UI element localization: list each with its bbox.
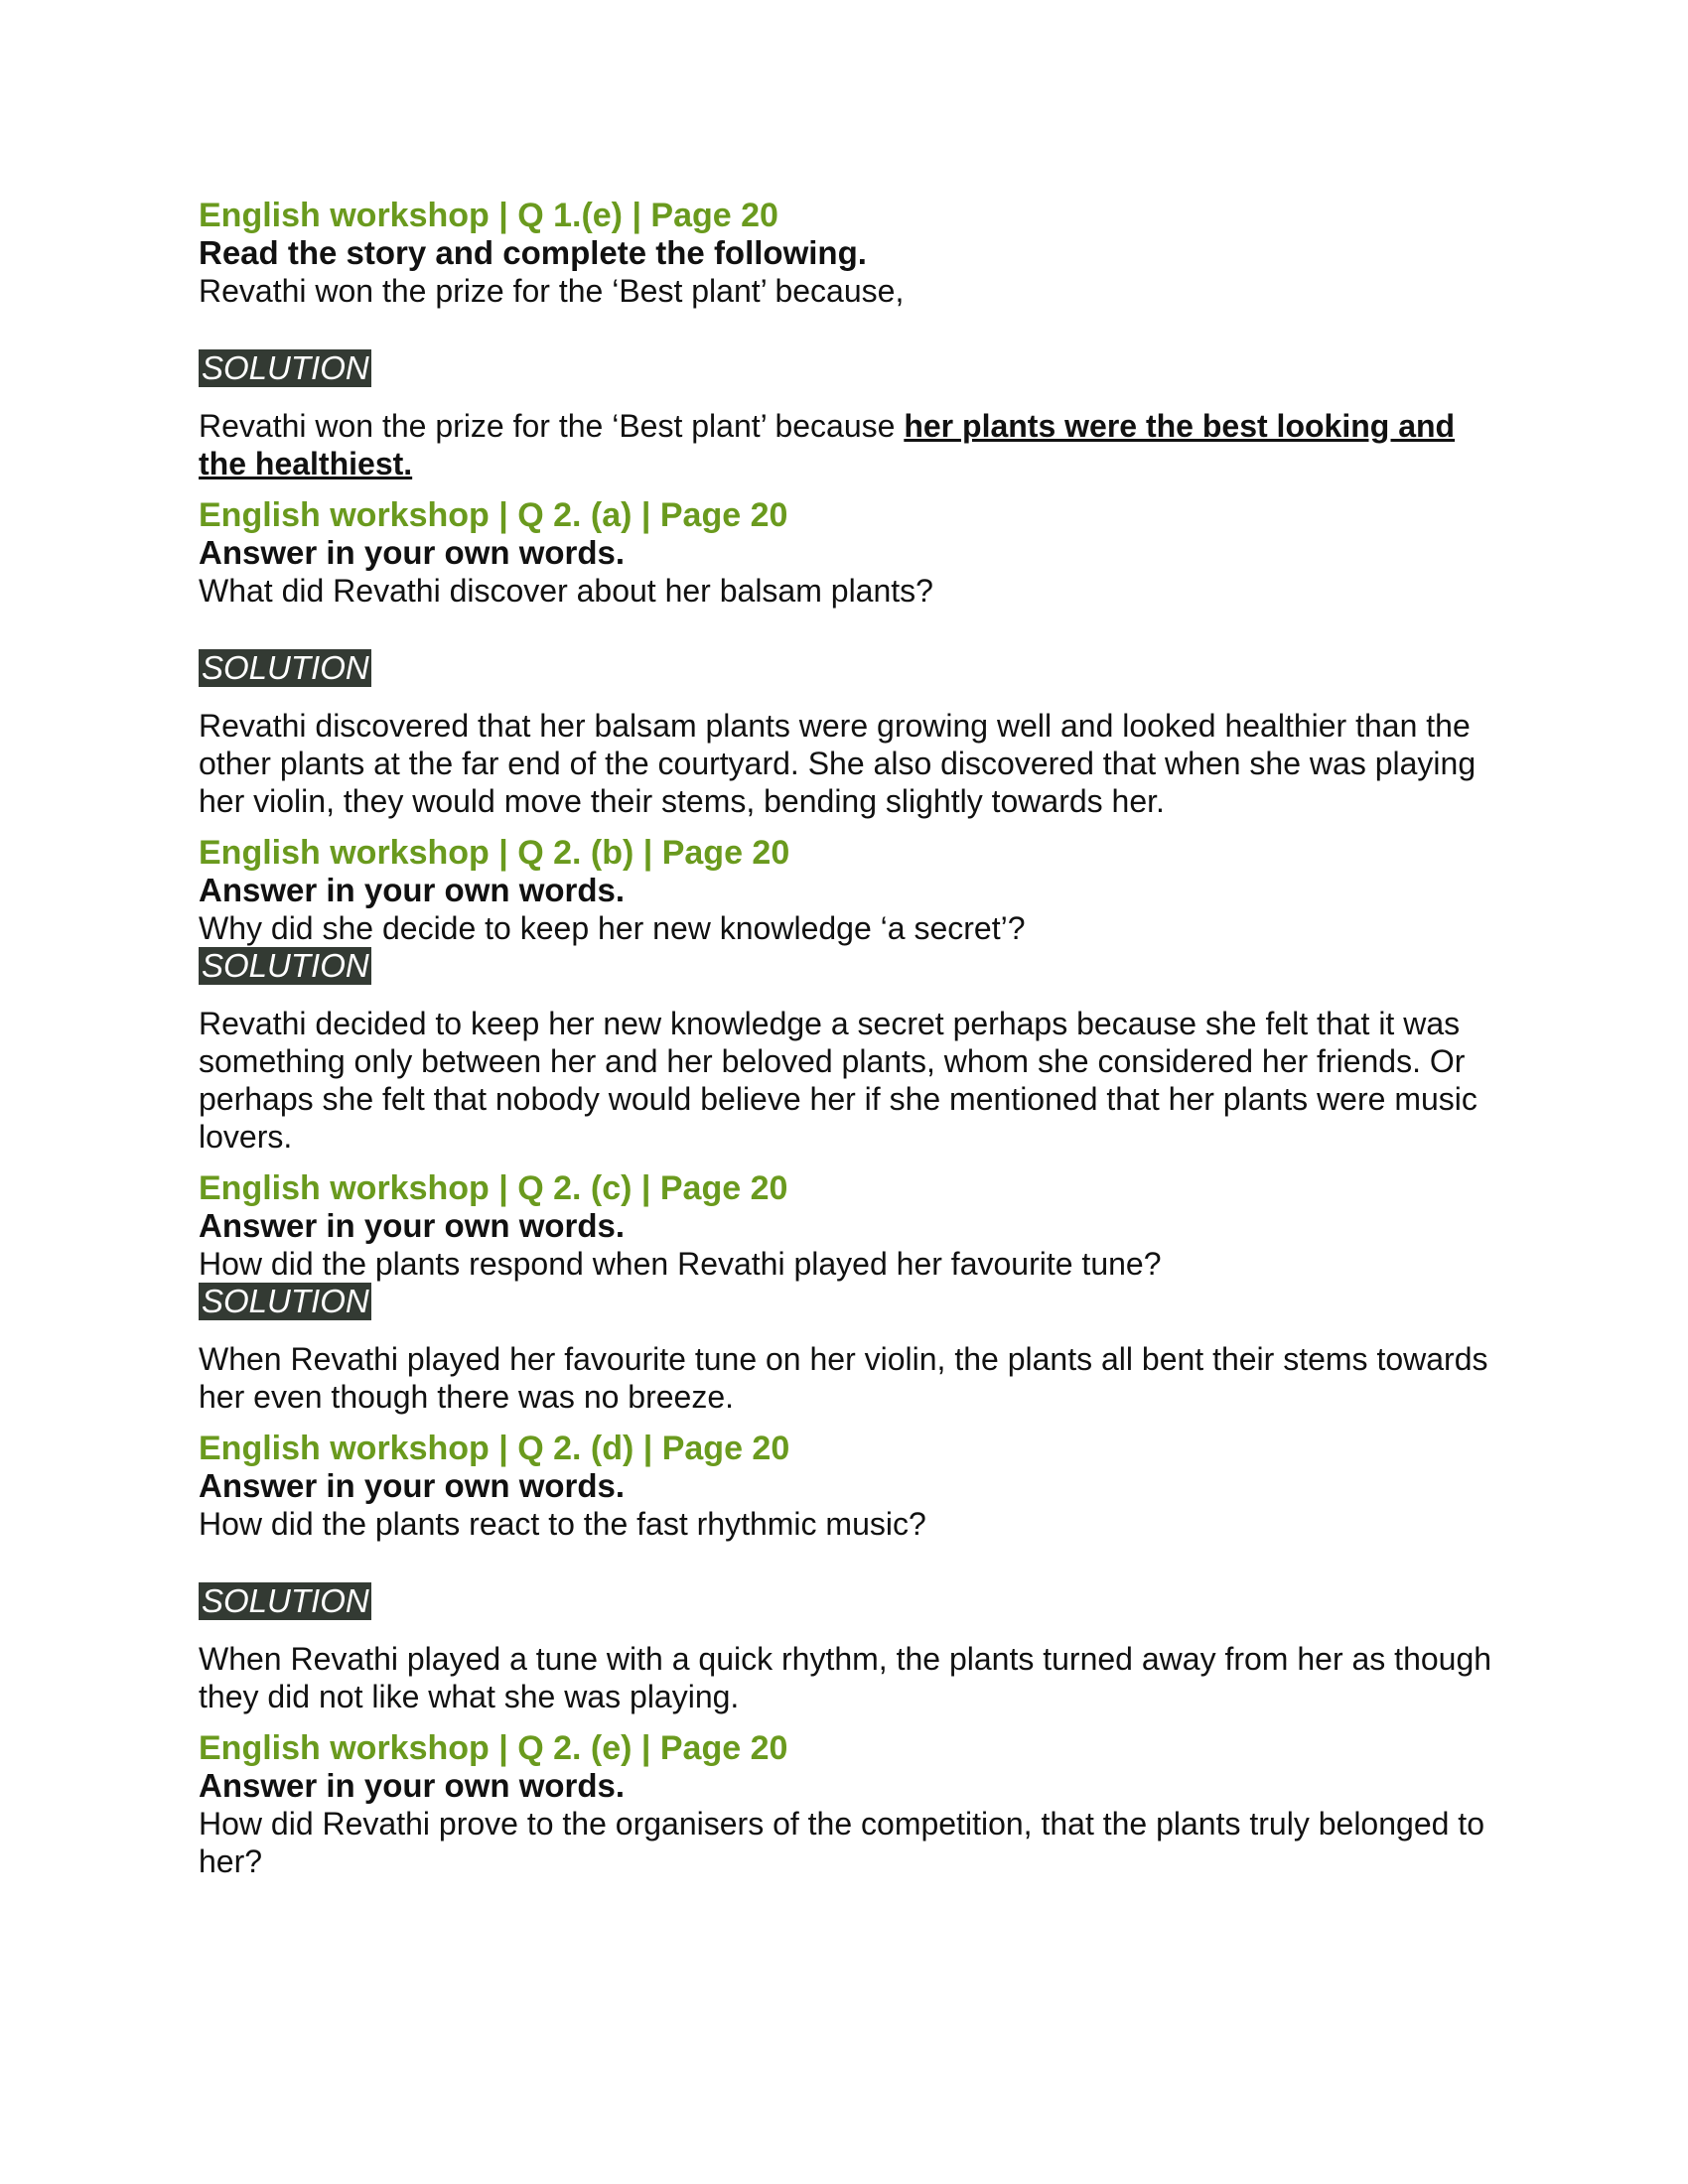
solution-label: SOLUTION — [199, 349, 371, 387]
answer-text: Revathi decided to keep her new knowledge a secret perhaps because she felt that it was something only between her and her beloved plants, whom she considered her friends. Or perhaps she felt that nobody would believe her if she mentioned that her plants were music lovers. — [199, 1006, 1477, 1155]
document-page — [199, 197, 1499, 1880]
answer-plain: Revathi won the prize for the ‘Best plant’ because — [199, 408, 905, 444]
solution-label: SOLUTION — [199, 649, 371, 687]
solution-label: SOLUTION — [199, 1283, 371, 1320]
question-heading: English workshop | Q 2. (c) | Page 20 — [199, 1169, 788, 1207]
answer-text: When Revathi played a tune with a quick rhythm, the plants turned away from her as though they did not like what she was playing. — [199, 1641, 1492, 1714]
question-block-2a — [199, 496, 1499, 820]
question-heading: English workshop | Q 2. (e) | Page 20 — [199, 1729, 788, 1767]
question-heading: English workshop | Q 1.(e) | Page 20 — [199, 197, 778, 234]
solution-label: SOLUTION — [199, 1582, 371, 1620]
question-heading: English workshop | Q 2. (b) | Page 20 — [199, 834, 790, 872]
answer-text: When Revathi played her favourite tune on her violin, the plants all bent their stems towards her even though there was no breeze. — [199, 1341, 1488, 1415]
question-instruction: Read the story and complete the following. — [199, 234, 867, 271]
answer-emphasis: her plants were the best looking and the healthiest. — [199, 408, 1456, 481]
question-instruction: Answer in your own words. — [199, 872, 626, 908]
answer-text: Revathi discovered that her balsam plants were growing well and looked healthier than the other plants at the far end of the courtyard. She also discovered that when she was playing her violin, they would move their stems, bending slightly towards her. — [199, 708, 1477, 819]
question-block-2d — [199, 1430, 1499, 1715]
question-instruction: Answer in your own words. — [199, 1767, 626, 1804]
question-text: How did Revathi prove to the organisers of the competition, that the plants truly belonged to her? — [199, 1806, 1484, 1879]
question-heading: English workshop | Q 2. (a) | Page 20 — [199, 496, 788, 534]
solution-label: SOLUTION — [199, 947, 371, 985]
question-text: How did the plants respond when Revathi played her favourite tune? — [199, 1246, 1162, 1282]
question-instruction: Answer in your own words. — [199, 1207, 626, 1244]
answer-text — [199, 407, 1499, 482]
question-text: Why did she decide to keep her new knowledge ‘a secret’? — [199, 910, 1026, 946]
question-text: Revathi won the prize for the ‘Best plant’ because, — [199, 273, 905, 309]
question-instruction: Answer in your own words. — [199, 1467, 626, 1504]
question-block-2e — [199, 1729, 1499, 1880]
question-heading: English workshop | Q 2. (d) | Page 20 — [199, 1430, 790, 1467]
question-block-2b — [199, 834, 1499, 1156]
question-block-1e — [199, 197, 1499, 482]
question-block-2c — [199, 1169, 1499, 1416]
question-text: How did the plants react to the fast rhythmic music? — [199, 1506, 926, 1542]
question-instruction: Answer in your own words. — [199, 534, 626, 571]
question-text: What did Revathi discover about her balsam plants? — [199, 573, 933, 609]
